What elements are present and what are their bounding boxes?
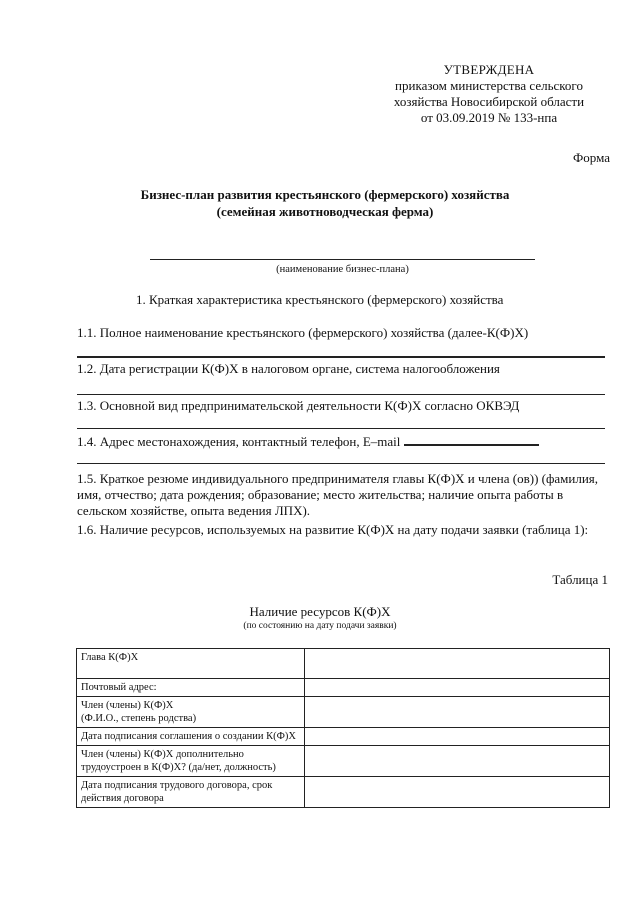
item-1-4 — [77, 434, 539, 450]
item-1-3-fill-line[interactable] — [77, 428, 605, 429]
row-label: Дата подписания соглашения о создании К(Ф)Х — [77, 728, 305, 746]
business-plan-name-field[interactable] — [150, 258, 535, 260]
row-label: Почтовый адрес: — [77, 679, 305, 697]
email-fill-line[interactable] — [404, 434, 539, 446]
row-value-cell[interactable] — [305, 746, 610, 777]
document-title — [120, 186, 530, 220]
section-1-heading: 1. Краткая характеристика крестьянского (фермерского) хозяйства — [136, 292, 504, 307]
table-row — [77, 697, 610, 728]
row-label: Глава К(Ф)Х — [77, 649, 305, 679]
resources-table — [76, 648, 610, 808]
title-line-2: (семейная животноводческая ферма) — [216, 204, 434, 219]
row-value-cell[interactable] — [305, 649, 610, 679]
item-1-1: 1.1. Полное наименование крестьянского (фермерского) хозяйства (далее-К(Ф)Х) — [77, 325, 529, 340]
table-subtitle: (по состоянию на дату подачи заявки) — [243, 621, 397, 631]
item-1-1-fill-line[interactable] — [77, 356, 605, 358]
business-plan-name-caption: (наименование бизнес-плана) — [276, 264, 409, 275]
item-1-3: 1.3. Основной вид предпринимательской деятельности К(Ф)Х согласно ОКВЭД — [77, 398, 520, 413]
row-value-cell[interactable] — [305, 728, 610, 746]
row-value-cell[interactable] — [305, 697, 610, 728]
approval-block — [384, 62, 594, 126]
approval-title: УТВЕРЖДЕНА — [443, 62, 535, 77]
item-1-2: 1.2. Дата регистрации К(Ф)Х в налоговом органе, система налогообложения — [77, 361, 500, 376]
approval-line-4: от 03.09.2019 № 133-нпа — [420, 110, 558, 125]
item-1-4-label: 1.4. Адрес местонахождения, контактный телефон, E–mail — [77, 434, 401, 449]
title-line-1: Бизнес-план развития крестьянского (фермерского) хозяйства — [140, 187, 510, 202]
table-row — [77, 777, 610, 808]
row-label: Член (члены) К(Ф)Х (Ф.И.О., степень родства) — [77, 697, 305, 728]
row-value-cell[interactable] — [305, 777, 610, 808]
row-label: Дата подписания трудового договора, срок действия договора — [77, 777, 305, 808]
approval-line-2: приказом министерства сельского — [395, 78, 583, 93]
table-row — [77, 679, 610, 697]
item-1-4-fill-line[interactable] — [77, 463, 605, 464]
table-row — [77, 746, 610, 777]
item-1-2-fill-line[interactable] — [77, 394, 605, 395]
row-value-cell[interactable] — [305, 679, 610, 697]
row-label: Член (члены) К(Ф)Х дополнительно трудоустроен в К(Ф)Х? (да/нет, должность) — [77, 746, 305, 777]
table-row — [77, 728, 610, 746]
table-title: Наличие ресурсов К(Ф)Х — [249, 604, 391, 619]
approval-line-3: хозяйства Новосибирской области — [393, 94, 585, 109]
table-number: Таблица 1 — [552, 572, 608, 587]
item-1-5: 1.5. Краткое резюме индивидуального предпринимателя главы К(Ф)Х и члена (ов)) (фамилия, имя, отчество; дата рождения; образование; место жительства; наличие опыта работы в сельском хозяйстве, опыта ведения ЛПХ). — [77, 471, 599, 518]
table-row — [77, 649, 610, 679]
form-label: Форма — [573, 150, 610, 165]
item-1-6: 1.6. Наличие ресурсов, используемых на развитие К(Ф)Х на дату подачи заявки (таблица 1): — [77, 522, 589, 537]
